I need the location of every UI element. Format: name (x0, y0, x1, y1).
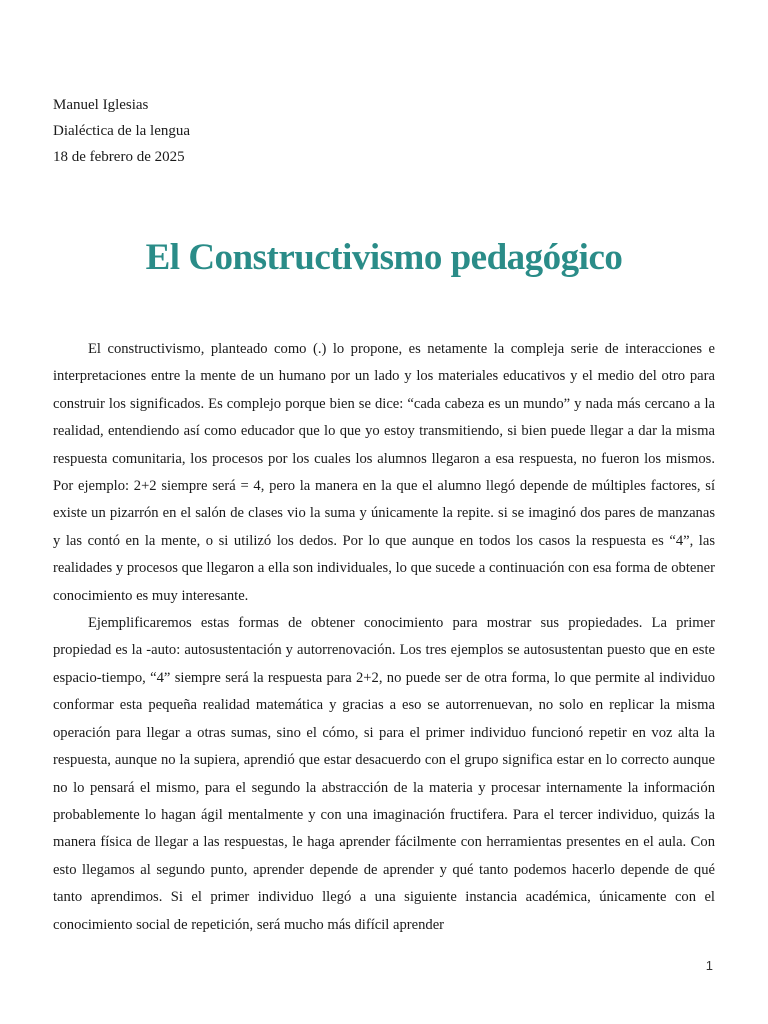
paragraph-2: Ejemplificaremos estas formas de obtener conocimiento para mostrar sus propiedades. La primer propiedad es la -auto: autosustentación y autorrenovación. Los tres ejemplos se autosustentan puesto que en este espacio-tiempo, “4” siempre será la respuesta para 2+2, no puede ser de otra forma, lo que permite al individuo conformar esta pequeña realidad matemática y gracias a eso se autorrenuevan, no solo en replicar la misma operación para llegar a otras sumas, sino el cómo, si para el primer individuo funcionó repetir en voz alta la respuesta, aunque no la supiera, aprendió que estar desacuerdo con el grupo significa estar en lo correcto aunque no lo pensará el mismo, para el segundo la abstracción de la materia y procesar internamente la información probablemente lo hagan ágil mentalmente y con una imaginación fructifera. Para el tercer individuo, quizás la manera física de llegar a las respuestas, le haga aprender fácilmente con herramientas presentes en el aula. Con esto llegamos al segundo punto, aprender depende de aprender y qué tanto podemos hacerlo depende de qué tanto aprendimos. Si el primer individuo llegó a una siguiente instancia académica, únicamente con el conocimiento social de repetición, será mucho más difícil aprender (53, 615, 715, 933)
document-title: El Constructivismo pedagógico (145, 237, 623, 278)
course-name: Dialéctica de la lengua (53, 123, 191, 139)
document-body (53, 336, 715, 939)
document-date: 18 de febrero de 2025 (53, 149, 185, 165)
page-number: 1 (705, 958, 713, 973)
author-name: Manuel Iglesias (53, 97, 149, 113)
document-header (53, 92, 190, 170)
paragraph-1: El constructivismo, planteado como (.) lo propone, es netamente la compleja serie de interacciones e interpretaciones entre la mente de un humano por un lado y los materiales educativos y el medio del otro para construir los significados. Es complejo porque bien se dice: “cada cabeza es un mundo” y nada más cercano a la realidad, entendiendo así como educador que lo que yo estoy transmitiendo, si bien puede llegar a dar la misma respuesta comunitaria, los procesos por los cuales los alumnos llegaron a esa respuesta, no fueron los mismos. Por ejemplo: 2+2 siempre será = 4, pero la manera en la que el alumno llegó depende de múltiples factores, sí existe un pizarrón en el salón de clases vio la suma y únicamente la repite. si se imaginó dos pares de manzanas y las contó en la mente, o si utilizó los dedos. Por lo que aunque en todos los casos la respuesta es “4”, las realidades y procesos que llegaron a ella son individuales, lo que sucede a continuación con esa forma de obtener conocimiento es muy interesante. (53, 341, 715, 604)
